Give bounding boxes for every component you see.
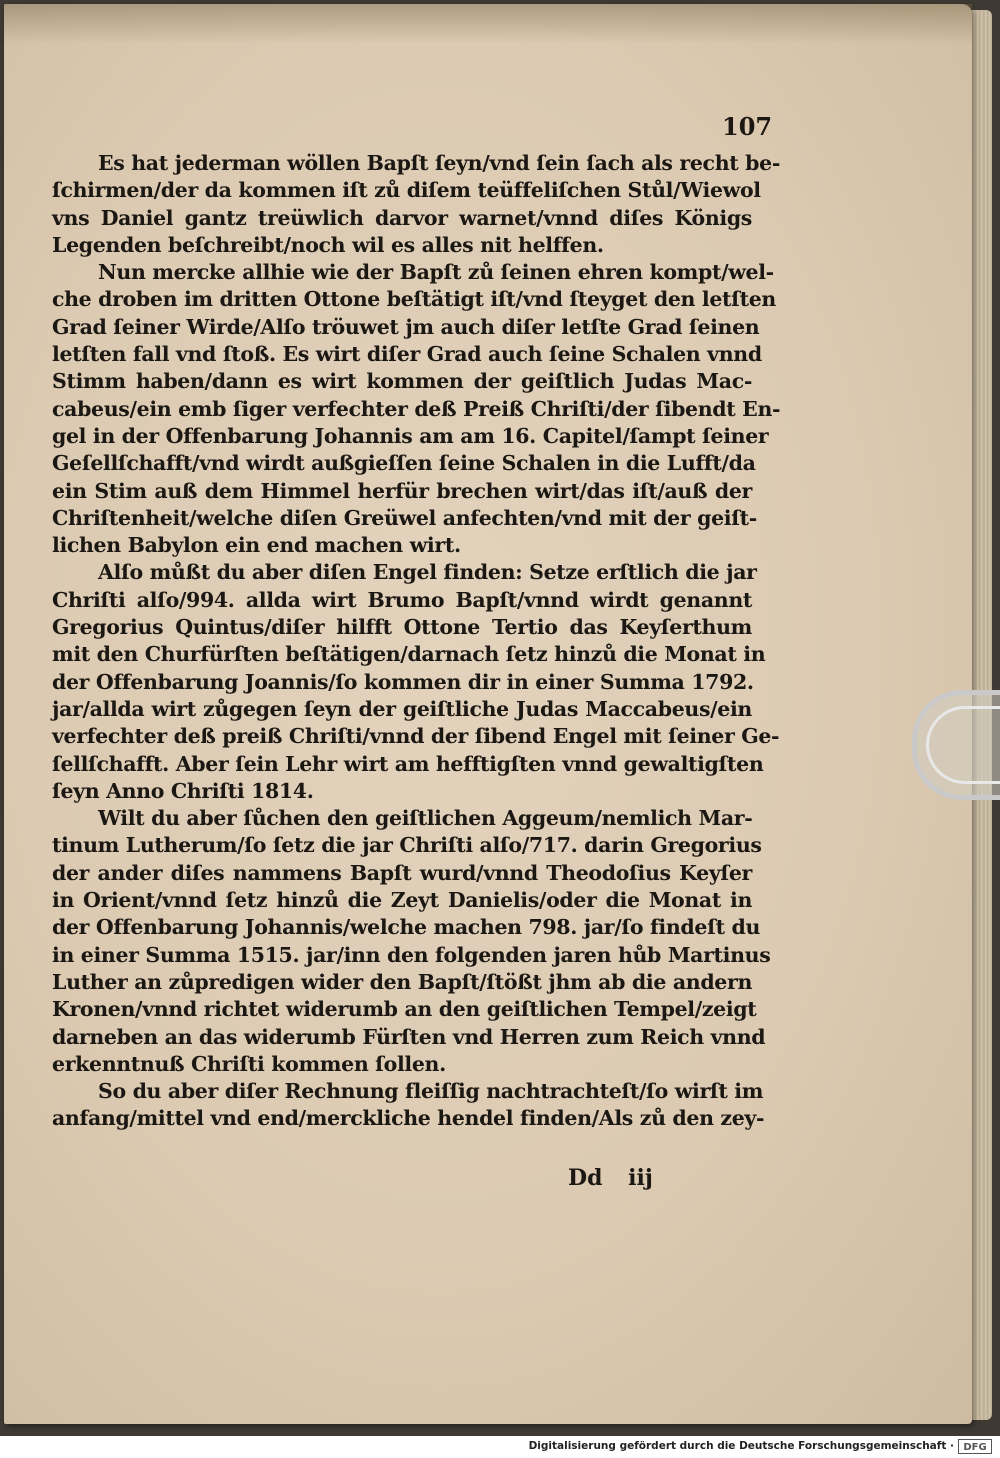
text-line: letſten fall vnd ſtoß. Es wirt diſer Grad auch ſeine Schalen vnnd: [52, 342, 762, 367]
text-line: Luther an zůpredigen wider den Bapſt/ſtößt jhm ab die andern: [52, 969, 752, 994]
text-line: ſeyn Anno Chriſti 1814.: [52, 778, 314, 803]
text-line: anfang/mittel vnd end/merckliche hendel finden/Als zů den zey-: [52, 1106, 765, 1131]
text-line: vns Daniel gantz treüwlich darvor warnet/vnnd diſes Königs: [52, 205, 752, 230]
text-line: Stimm haben/dann es wirt kommen der geiſtlich Judas Mac-: [52, 369, 752, 394]
text-line: darneben an das widerumb Fürſten vnd Herren zum Reich vnnd: [52, 1024, 766, 1049]
text-line: Gregorius Quintus/diſer hilfft Ottone Tertio das Keyſerthum: [52, 615, 752, 640]
text-line: ſellſchafft. Aber ſein Lehr wirt am hefftigſten vnnd gewaltigſten: [52, 751, 764, 776]
page-shadow: [4, 4, 972, 44]
text-line: cabeus/ein emb ſiger verfechter deß Preiß Chriſti/der ſibendt En-: [52, 396, 781, 421]
text-line: Kronen/vnnd richtet widerumb an den geiſtlichen Tempel/zeigt: [52, 997, 757, 1022]
text-line: der Offenbarung Johannis/welche machen 798. jar/ſo findeſt du: [52, 915, 761, 940]
text-line: in Orient/vnnd ſetz hinzů die Zeyt Danielis/oder die Monat in: [52, 888, 752, 913]
text-line: lichen Babylon ein end machen wirt.: [52, 533, 461, 558]
text-line: ſchirmen/der da kommen iſt zů diſem teüffeliſchen Stůl/Wiewol: [52, 178, 761, 203]
text-line: Grad ſeiner Wirde/Alſo tröuwet jm auch diſer letſte Grad ſeinen: [52, 314, 760, 339]
folio-number: 107: [722, 112, 773, 141]
text-line: ein Stim auß dem Himmel herfür brechen wirt/das iſt/auß der: [52, 478, 752, 503]
signature-mark: Dd iij: [568, 1165, 653, 1191]
text-line: Legenden beſchreibt/noch wil es alles nit helffen.: [52, 232, 604, 257]
text-line: verfechter deß preiß Chriſti/vnnd der ſibend Engel mit ſeiner Ge-: [52, 724, 780, 749]
text-line: Es hat jederman wöllen Bapſt ſeyn/vnd ſein ſach als recht be-: [98, 151, 780, 175]
text-line: che droben im dritten Ottone beſtätigt iſt/vnd ſteyget den letſten: [52, 287, 776, 312]
footer-credit: Digitalisierung gefördert durch die Deutsche Forschungsgemeinschaft ·: [528, 1440, 954, 1452]
text-line: Nun mercke allhie wie der Bapſt zů ſeinen ehren kompt/wel-: [98, 260, 774, 285]
text-line: in einer Summa 1515. jar/inn den folgenden jaren hůb Martinus: [52, 942, 771, 967]
text-line: gel in der Offenbarung Johannis am am 16. Capitel/ſampt ſeiner: [52, 423, 769, 448]
body-text: [52, 150, 781, 1133]
text-line: tinum Lutherum/ſo ſetz die jar Chriſti alſo/717. darin Gregorius: [52, 833, 762, 858]
text-line: Geſellſchafft/vnd wirdt außgieſſen ſeine Schalen in die Lufft/da: [52, 451, 756, 476]
text-line: Wilt du aber ſůchen den geiſtlichen Aggeum/nemlich Mar-: [98, 806, 753, 831]
dfg-logo: DFG: [958, 1439, 992, 1454]
text-line: Chriſti alſo/994. allda wirt Brumo Bapſt/vnnd wirdt genannt: [52, 587, 752, 612]
text-line: erkenntnuß Chriſti kommen ſollen.: [52, 1051, 446, 1076]
page-clip-inner: [926, 706, 1000, 784]
text-line: jar/allda wirt zůgegen ſeyn der geiſtliche Judas Maccabeus/ein: [52, 696, 752, 721]
text-line: So du aber diſer Rechnung fleiſſig nachtrachteſt/ſo wirſt im: [98, 1079, 764, 1104]
footer-bar: [0, 1436, 1000, 1458]
text-line: Alſo můßt du aber diſen Engel finden: Setze erſtlich die jar: [98, 560, 757, 585]
text-line: der Offenbarung Joannis/ſo kommen dir in einer Summa 1792.: [52, 669, 754, 694]
text-line: mit den Churfürſten beſtätigen/darnach ſetz hinzů die Monat in: [52, 642, 766, 667]
text-line: Chriſtenheit/welche diſen Greüwel anfechten/vnd mit der geiſt-: [52, 505, 757, 530]
text-line: der ander diſes nammens Bapſt wurd/vnnd Theodoſius Keyſer: [52, 860, 752, 885]
